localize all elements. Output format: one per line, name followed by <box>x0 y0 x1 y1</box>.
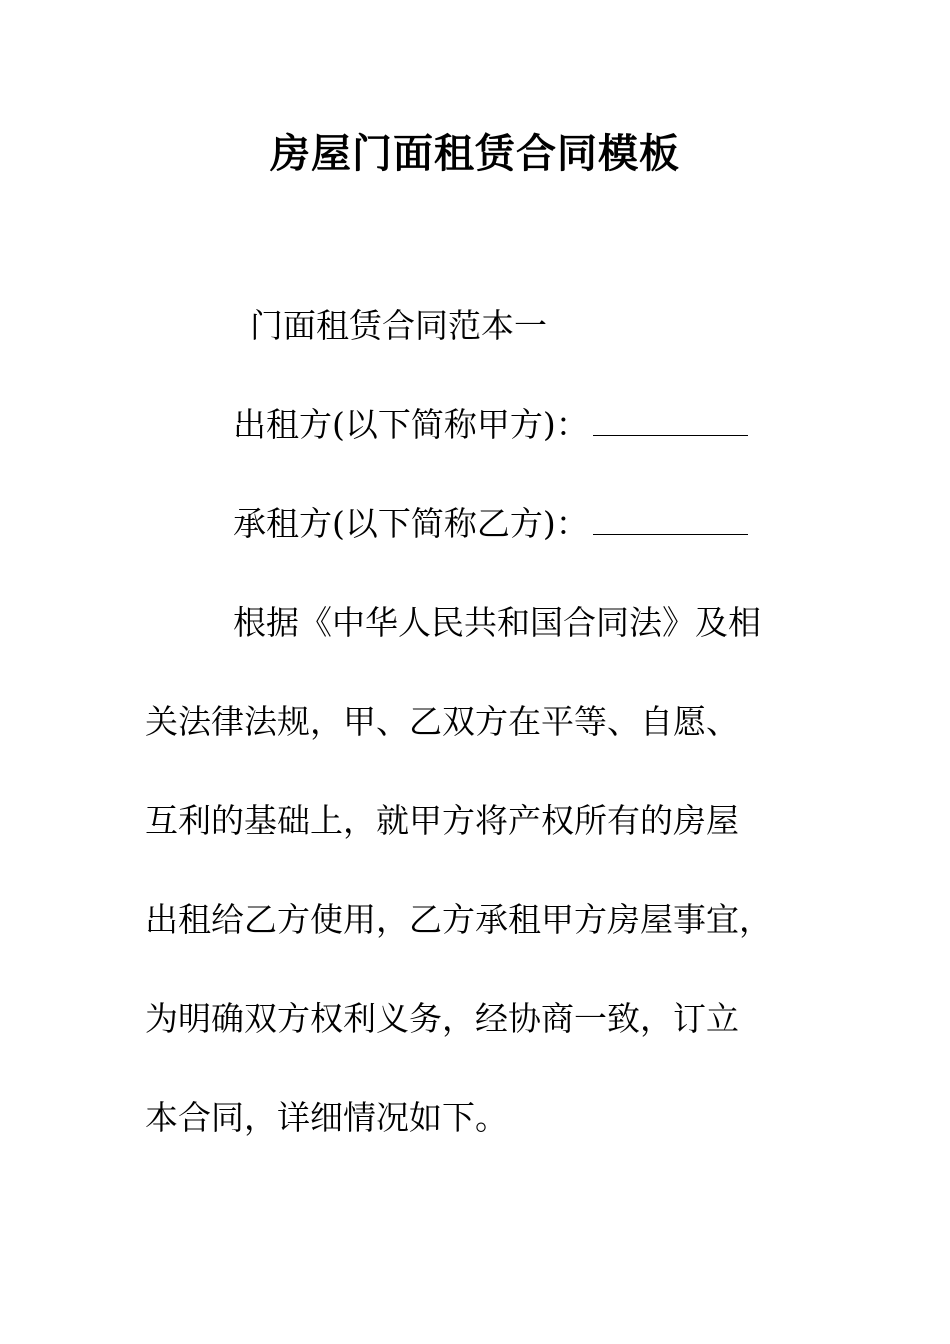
paragraph-line: 互利的基础上，就甲方将产权所有的房屋 <box>145 801 739 840</box>
paragraph-line: 关法律法规，甲、乙双方在平等、自愿、 <box>145 702 739 741</box>
paragraph-line: 本合同，详细情况如下。 <box>145 1098 508 1137</box>
lessee-blank <box>593 508 748 535</box>
page-title: 房屋门面租赁合同模板 <box>270 130 680 177</box>
lessor-line <box>233 403 748 447</box>
paragraph-line: 出租给乙方使用，乙方承租甲方房屋事宜， <box>145 900 772 939</box>
paragraph-line: 为明确双方权利义务，经协商一致，订立 <box>145 999 739 1038</box>
lessor-blank <box>593 409 748 436</box>
lessee-line <box>233 502 748 546</box>
paragraph-line: 根据《中华人民共和国合同法》及相 <box>233 603 761 642</box>
lessee-label: 承租方(以下简称乙方)： <box>233 504 589 543</box>
lessor-label: 出租方(以下简称甲方)： <box>233 405 589 444</box>
contract-subtitle: 门面租赁合同范本一 <box>250 306 547 345</box>
